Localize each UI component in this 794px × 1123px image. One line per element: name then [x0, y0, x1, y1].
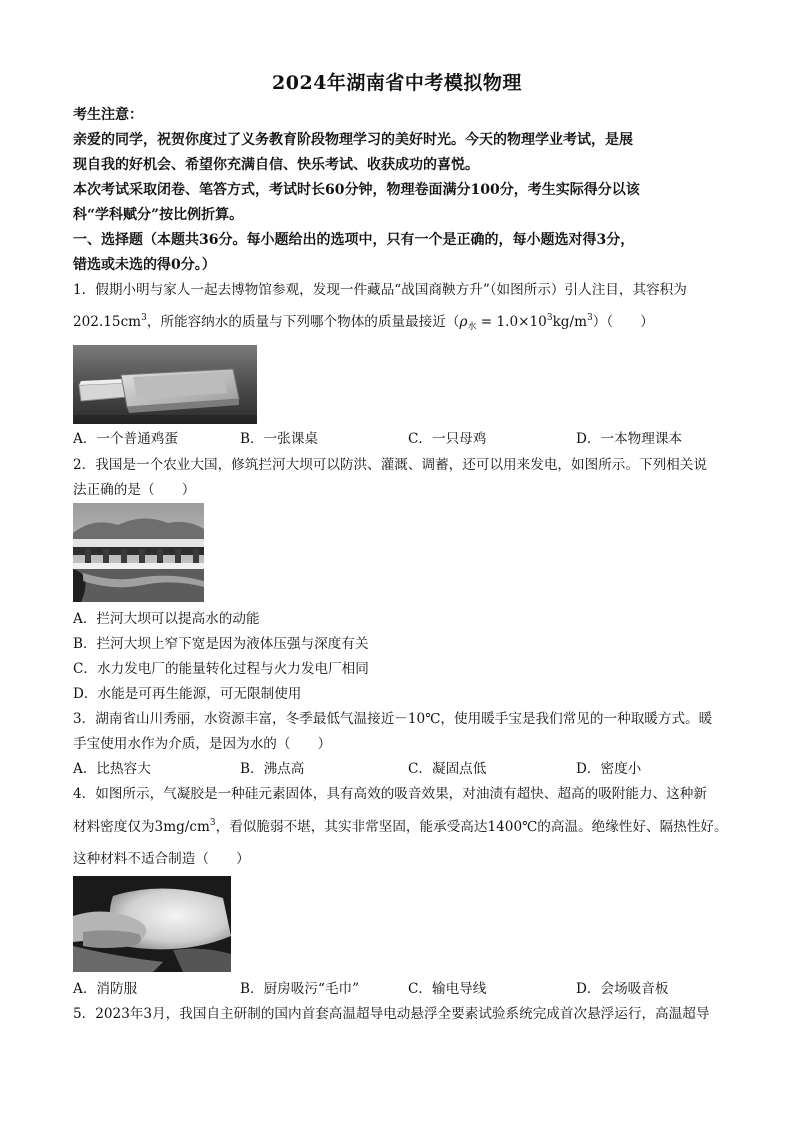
- q1-stem-end: ）（ ）: [592, 314, 654, 330]
- q4-option-d: D．会场吸音板: [576, 981, 669, 997]
- notice-line-4: 科“学科赋分”按比例折算。: [73, 207, 244, 223]
- q4-stem-line-2: [73, 818, 728, 836]
- bronze-vessel-image: [73, 345, 257, 424]
- q4-stem-line-2b: ，看似脆弱不堪，其实非常坚固，能承受高达1400℃的高温。绝缘性好、隔热性好。: [215, 819, 728, 835]
- q4-stem-line-1: 4．如图所示，气凝胶是一种硅元素固体，具有高效的吸音效果，对油渍有超快、超高的吸附能力、这种新: [73, 786, 707, 802]
- notice-line-1: 亲爱的同学，祝贺你度过了义务教育阶段物理学习的美好时光。今天的物理学业考试，是展: [73, 132, 633, 148]
- page-title: 2024年湖南省中考模拟物理: [272, 72, 522, 94]
- section-heading-line-1: 一、选择题（本题共36分。每小题给出的选项中，只有一个是正确的，每小题选对得3分，: [73, 232, 635, 248]
- q1-volume-exponent: 3: [141, 313, 147, 323]
- q1-option-a: A．一个普通鸡蛋: [73, 431, 178, 447]
- q3-option-b: B．沸点高: [240, 761, 305, 777]
- q1-stem-line-1: 1．假期小明与家人一起去博物馆参观，发现一件藏品“战国商鞅方升”（如图所示）引人注目，其容积为: [73, 282, 687, 298]
- q3-option-c: C．凝固点低: [408, 761, 487, 777]
- q4-stem-line-3: 这种材料不适合制造（ ）: [73, 851, 250, 867]
- q1-stem-line-2: [73, 313, 654, 331]
- q1-rho-symbol: ρ: [459, 314, 468, 330]
- q2-option-c: C．水力发电厂的能量转化过程与火力发电厂相同: [73, 661, 369, 677]
- q3-stem-line-2: 手宝使用水作为介质，是因为水的（ ）: [73, 736, 332, 752]
- q2-option-b: B．拦河大坝上窄下宽是因为液体压强与深度有关: [73, 636, 369, 652]
- q4-density-exponent: 3: [209, 818, 216, 828]
- q3-option-d: D．密度小: [576, 761, 642, 777]
- notice-line-3: 本次考试采取闭卷、笔答方式，考试时长60分钟，物理卷面满分100分，考生实际得分以该: [73, 182, 640, 198]
- q1-option-c: C．一只母鸡: [408, 431, 487, 447]
- q1-option-d: D．一本物理课本: [576, 431, 683, 447]
- q2-stem-line-1: 2．我国是一个农业大国，修筑拦河大坝可以防洪、灌溉、调蓄，还可以用来发电，如图所示。下列相关说: [73, 457, 707, 473]
- q4-option-c: C．输电导线: [408, 981, 487, 997]
- q1-density-unit-exponent: 3: [586, 313, 593, 323]
- q1-density-exponent: 3: [546, 313, 553, 323]
- q3-stem-line-1: 3．湖南省山川秀丽，水资源丰富，冬季最低气温接近－10℃，使用暖手宝是我们常见的一种取暖方式。暖: [73, 711, 713, 727]
- q1-density-unit: kg/m: [552, 314, 587, 330]
- river-dam-image: [73, 503, 204, 602]
- q1-volume: 202.15cm: [73, 314, 142, 330]
- q1-stem-mid: ，所能容纳水的质量与下列哪个物体的质量最接近（: [146, 314, 460, 330]
- q5-stem-line-1: 5．2023年3月，我国自主研制的国内首套高温超导电动悬浮全要素试验系统完成首次悬浮运行，高温超导: [73, 1006, 710, 1022]
- q4-option-a: A．消防服: [73, 981, 138, 997]
- q4-stem-line-2a: 材料密度仅为3mg/cm: [73, 819, 210, 835]
- notice-heading: 考生注意：: [73, 107, 143, 123]
- section-heading-line-2: 错选或未选的得0分。）: [73, 257, 216, 273]
- q2-option-a: A．拦河大坝可以提高水的动能: [73, 611, 260, 627]
- q2-option-d: D．水能是可再生能源，可无限制使用: [73, 686, 302, 702]
- q1-option-b: B．一张课桌: [240, 431, 318, 447]
- aerogel-image: [73, 876, 231, 972]
- notice-line-2: 现自我的好机会、希望你充满自信、快乐考试、收获成功的喜悦。: [73, 157, 479, 173]
- q1-density-value: = 1.0×10: [476, 314, 547, 330]
- q1-rho-subscript: 水: [467, 322, 477, 332]
- q4-option-b: B．厨房吸污“毛巾”: [240, 981, 360, 997]
- q2-stem-line-2: 法正确的是（ ）: [73, 482, 196, 498]
- q3-option-a: A．比热容大: [73, 761, 151, 777]
